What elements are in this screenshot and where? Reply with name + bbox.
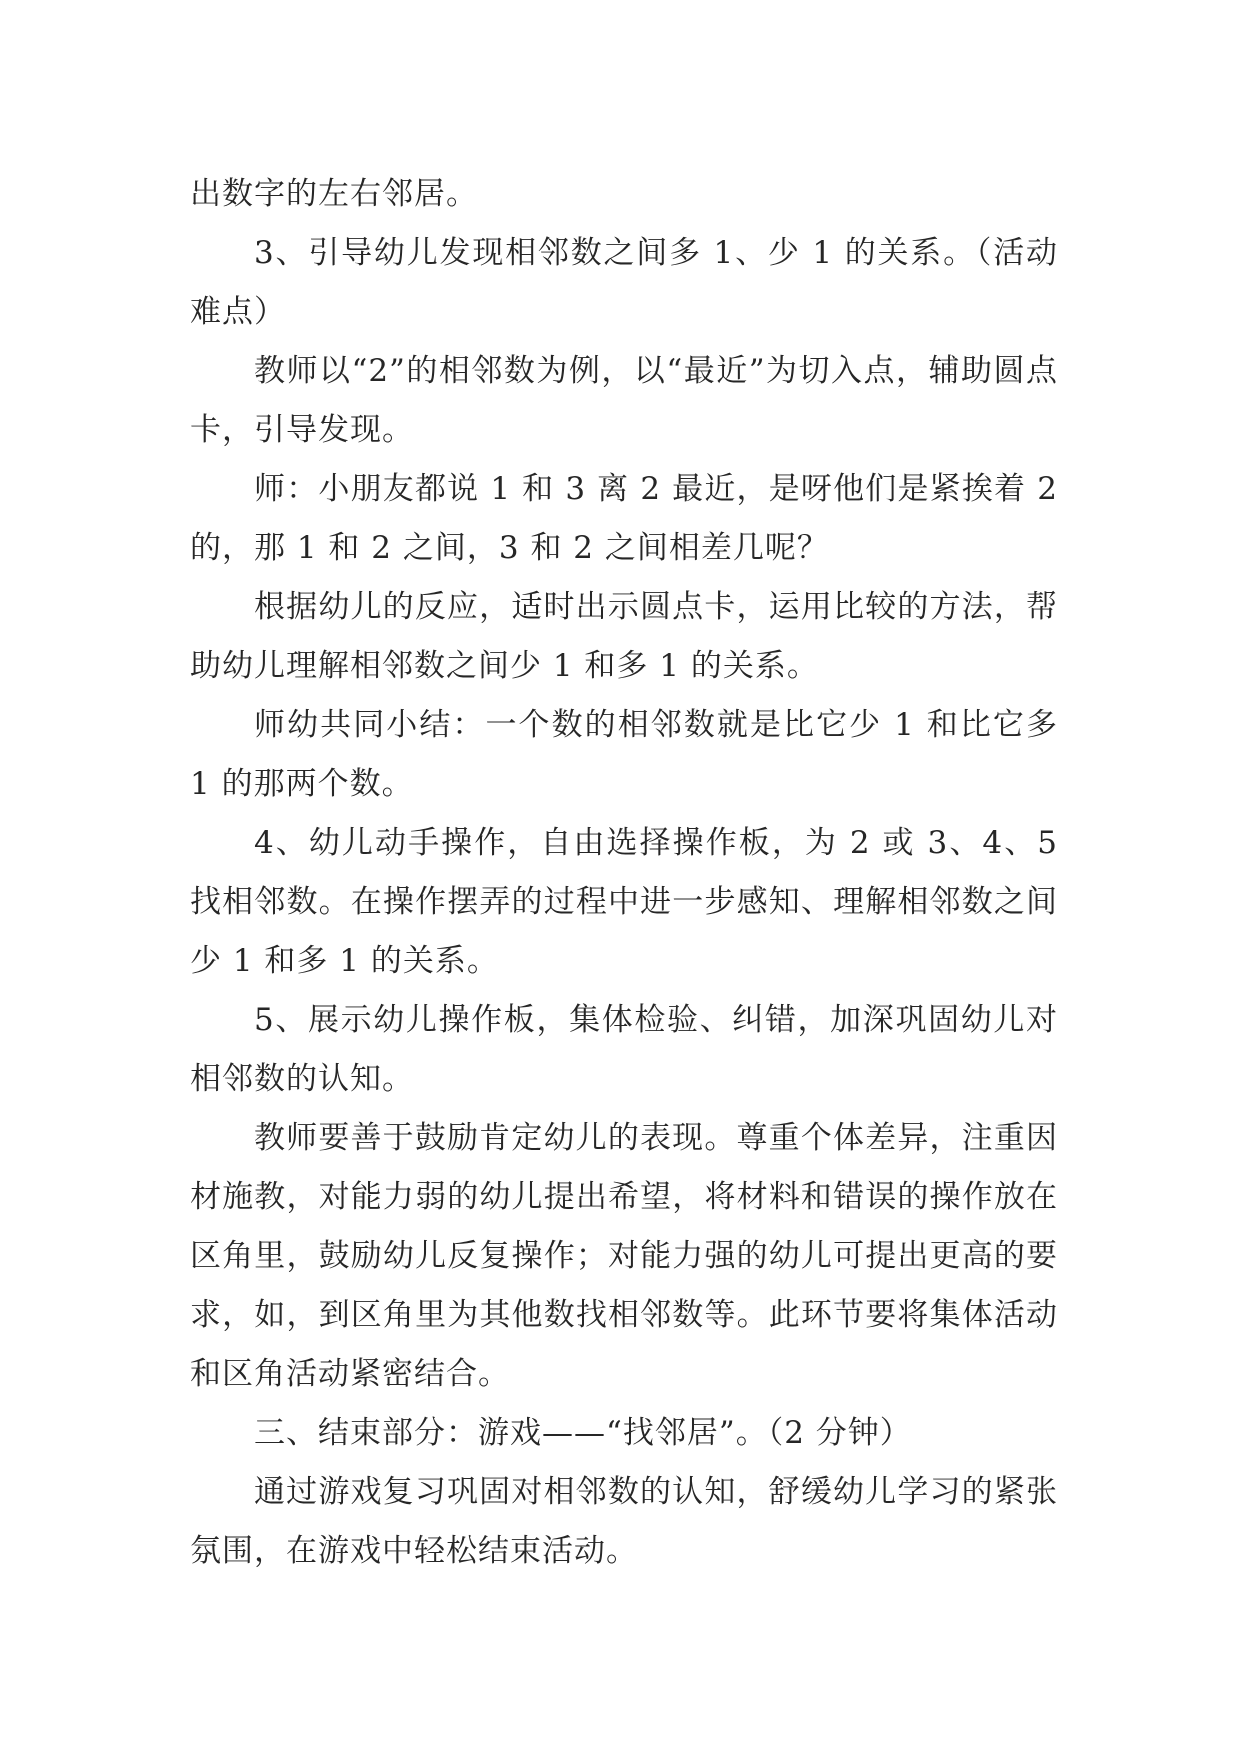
- paragraph-dot-cards: 根据幼儿的反应，适时出示圆点卡，运用比较的方法，帮助幼儿理解相邻数之间少 1 和多 1 的关系。: [190, 589, 1058, 684]
- paragraph-summary: 师幼共同小结：一个数的相邻数就是比它少 1 和比它多 1 的那两个数。: [190, 707, 1058, 802]
- paragraph-teacher-example: 教师以“2”的相邻数为例，以“最近”为切入点，辅助圆点卡，引导发现。: [190, 353, 1058, 448]
- paragraph-teacher-question: 师：小朋友都说 1 和 3 离 2 最近，是呀他们是紧挨着 2 的，那 1 和 2 之间，3 和 2 之间相差几呢？: [190, 471, 1058, 566]
- paragraph-section-3-heading: 三、结束部分：游戏——“找邻居”。（2 分钟）: [254, 1415, 912, 1451]
- paragraph-continuation: 出数字的左右邻居。: [190, 176, 478, 212]
- paragraph-ending: 通过游戏复习巩固对相邻数的认知，舒缓幼儿学习的紧张氛围，在游戏中轻松结束活动。: [190, 1474, 1058, 1569]
- document-page: [190, 165, 1058, 1581]
- paragraph-teacher-guidance: 教师要善于鼓励肯定幼儿的表现。尊重个体差异，注重因材施教，对能力弱的幼儿提出希望，将材料和错误的操作放在区角里，鼓励幼儿反复操作；对能力强的幼儿可提出更高的要求，如，到区角里为其他数找相邻数等。此环节要将集体活动和区角活动紧密结合。: [190, 1120, 1058, 1392]
- paragraph-step-4: 4、幼儿动手操作，自由选择操作板，为 2 或 3、4、5 找相邻数。在操作摆弄的过程中进一步感知、理解相邻数之间少 1 和多 1 的关系。: [190, 825, 1058, 979]
- paragraph-step-5: 5、展示幼儿操作板，集体检验、纠错，加深巩固幼儿对相邻数的认知。: [190, 1002, 1058, 1097]
- paragraph-step-3: 3、引导幼儿发现相邻数之间多 1、少 1 的关系。（活动难点）: [190, 235, 1058, 330]
